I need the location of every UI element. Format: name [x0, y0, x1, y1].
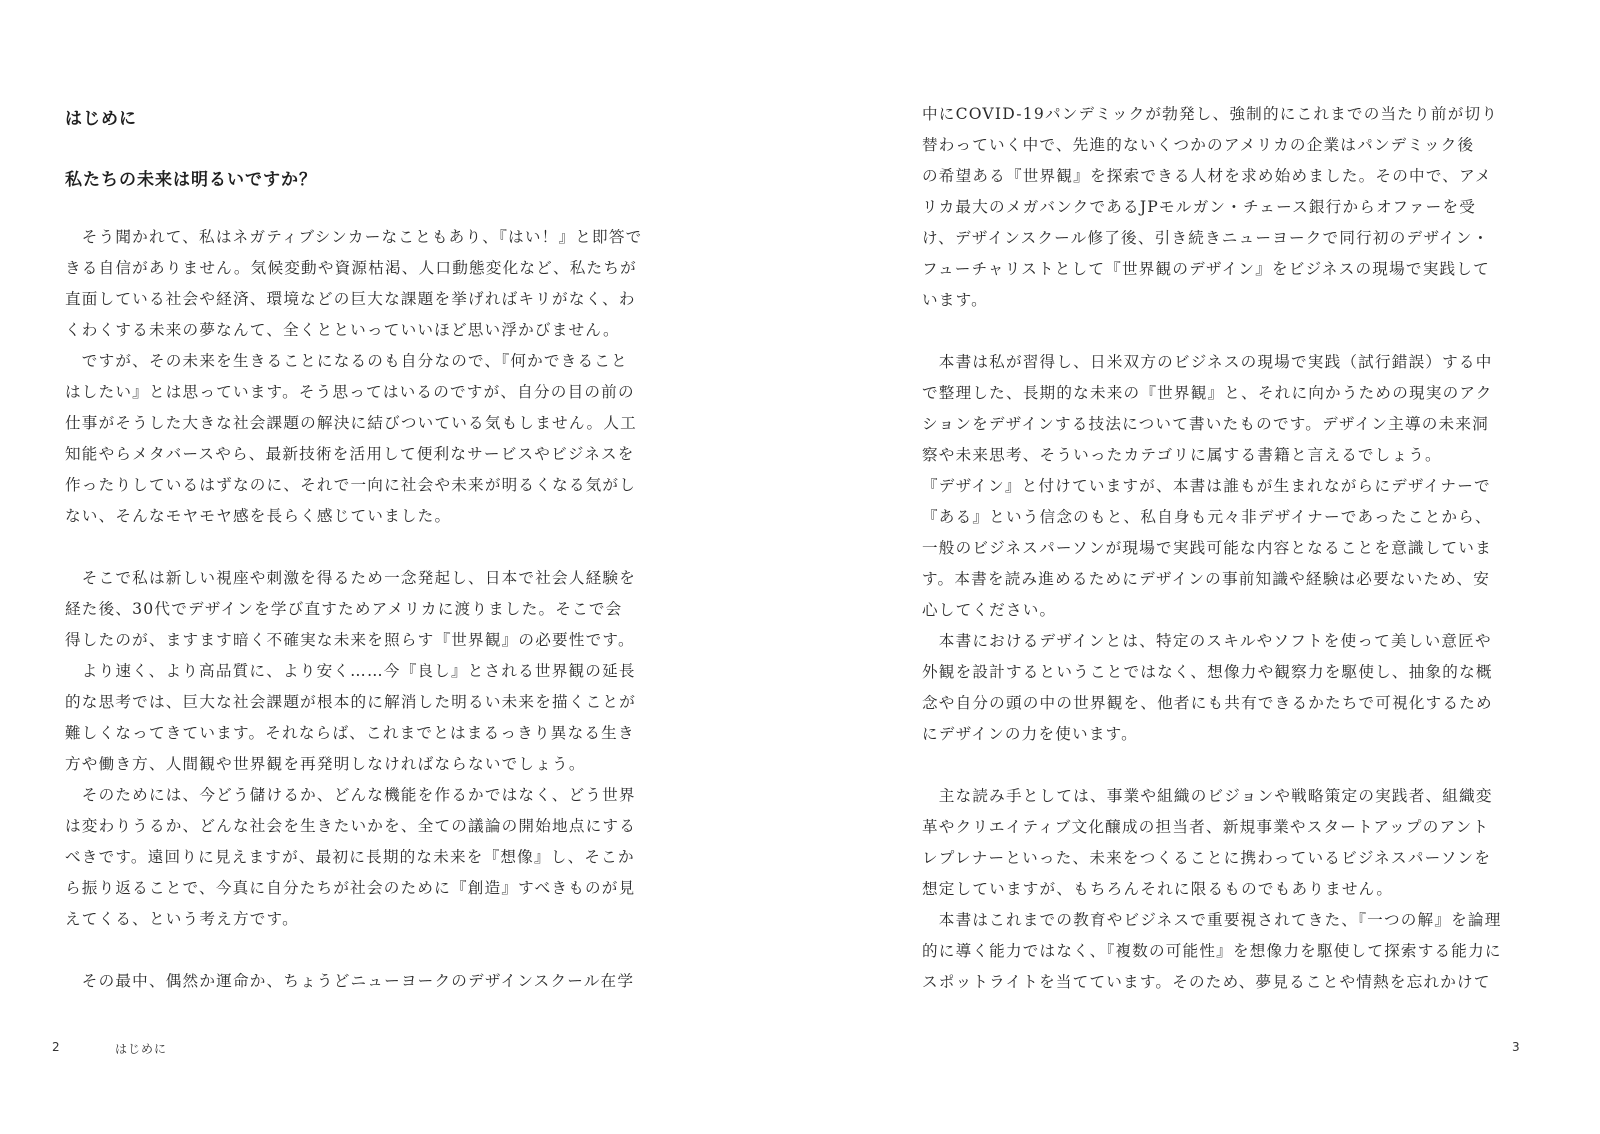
- right-page: [800, 0, 1600, 1134]
- left-text-line: より速く、より高品質に、より安く……今『良し』とされる世界観の延長: [65, 662, 636, 680]
- right-text-line: スポットライトを当てています。そのため、夢見ることや情熱を忘れかけて: [922, 973, 1491, 991]
- left-text-line: 的な思考では、巨大な社会課題が根本的に解消した明るい未来を描くことが: [65, 693, 636, 711]
- right-text-line: 本書はこれまでの教育やビジネスで重要視されてきた、『一つの解』を論理: [922, 911, 1502, 929]
- right-text-line: で整理した、長期的な未来の『世界観』と、それに向かうための現実のアク: [922, 384, 1493, 402]
- left-blank-line: [65, 935, 642, 966]
- left-text-line: 知能やらメタバースやら、最新技術を活用して便利なサービスやビジネスを: [65, 445, 635, 463]
- right-text-line: 心してください。: [922, 601, 1057, 619]
- left-text-line: 直面している社会や経済、環境などの巨大な課題を挙げればキリがなく、わ: [65, 290, 636, 308]
- right-blank-line: [922, 316, 1502, 347]
- left-body-text: [65, 222, 642, 997]
- chapter-heading: はじめに: [65, 109, 137, 129]
- left-text-line: そのためには、今どう儲けるか、どんな機能を作るかではなく、どう世界: [65, 786, 636, 804]
- right-text-line: 本書におけるデザインとは、特定のスキルやソフトを使って美しい意匠や: [922, 632, 1492, 650]
- right-text-line: け、デザインスクール修了後、引き続きニューヨークで同行初のデザイン・: [922, 229, 1490, 247]
- left-text-line: 方や働き方、人間観や世界観を再発明しなければならないでしょう。: [65, 755, 586, 773]
- left-text-line: きる自信がありません。気候変動や資源枯渇、人口動態変化など、私たちが: [65, 259, 637, 277]
- right-text-line: レプレナーといった、未来をつくることに携わっているビジネスパーソンを: [922, 849, 1492, 867]
- left-text-line: 作ったりしているはずなのに、それで一向に社会や未来が明るくなる気がし: [65, 476, 636, 494]
- right-text-line: す。本書を読み進めるためにデザインの事前知識や経験は必要ないため、安: [922, 570, 1491, 588]
- left-text-line: はしたい』とは思っています。そう思ってはいるのですが、自分の目の前の: [65, 383, 635, 401]
- section-heading: 私たちの未来は明るいですか？: [65, 170, 317, 190]
- left-text-line: ら振り返ることで、今真に自分たちが社会のために『創造』すべきものが見: [65, 879, 636, 897]
- left-text-line: べきです。遠回りに見えますが、最初に長期的な未来を『想像』し、そこか: [65, 848, 635, 866]
- right-text-line: 念や自分の頭の中の世界観を、他者にも共有できるかたちで可視化するため: [922, 694, 1493, 712]
- left-blank-line: [65, 532, 642, 563]
- right-blank-line: [922, 750, 1502, 781]
- left-text-line: えてくる、という考え方です。: [65, 910, 299, 928]
- right-text-line: 想定していますが、もちろんそれに限るものでもありません。: [922, 880, 1394, 898]
- page-number-right: 3: [1512, 1040, 1520, 1054]
- right-text-line: 本書は私が習得し、日米双方のビジネスの現場で実践（試行錯誤）する中: [922, 353, 1493, 371]
- right-body-text: [922, 99, 1502, 998]
- left-text-line: は変わりうるか、どんな社会を生きたいかを、全ての議論の開始地点にする: [65, 817, 636, 835]
- right-text-line: 的に導く能力ではなく、『複数の可能性』を想像力を駆使して探索する能力に: [922, 942, 1502, 960]
- right-text-line: 替わっていく中で、先進的ないくつかのアメリカの企業はパンデミック後: [922, 136, 1475, 154]
- right-text-line: 外観を設計するということではなく、想像力や観察力を駆使し、抽象的な概: [922, 663, 1493, 681]
- right-text-line: 革やクリエイティブ文化醸成の担当者、新規事業やスタートアップのアント: [922, 818, 1490, 836]
- left-text-line: 得したのが、ますます暗く不確実な未来を照らす『世界観』の必要性です。: [65, 631, 635, 649]
- right-text-line: フューチャリストとして『世界観のデザイン』をビジネスの現場で実践して: [922, 260, 1490, 278]
- right-text-line: にデザインの力を使います。: [922, 725, 1138, 743]
- right-text-line: ションをデザインする技法について書いたものです。デザイン主導の未来洞: [922, 415, 1489, 433]
- left-text-line: その最中、偶然か運命か、ちょうどニューヨークのデザインスクール在学: [65, 972, 635, 990]
- right-text-line: 中にCOVID-19パンデミックが勃発し、強制的にこれまでの当たり前が切り: [922, 105, 1499, 123]
- right-text-line: 察や未来思考、そういったカテゴリに属する書籍と言えるでしょう。: [922, 446, 1442, 464]
- left-text-line: そう聞かれて、私はネガティブシンカーなこともあり、『はい！』と即答で: [65, 228, 643, 246]
- right-text-line: 一般のビジネスパーソンが現場で実践可能な内容となることを意識していま: [922, 539, 1492, 557]
- right-text-line: の希望ある『世界観』を探索できる人材を求め始めました。その中で、アメ: [922, 167, 1492, 185]
- left-text-line: 経た後、30代でデザインを学び直すためアメリカに渡りました。そこで会: [65, 600, 623, 618]
- right-text-line: 主な読み手としては、事業や組織のビジョンや戦略策定の実践者、組織変: [922, 787, 1493, 805]
- page-number-left: 2: [52, 1040, 60, 1054]
- right-text-line: います。: [922, 291, 988, 309]
- right-text-line: リカ最大のメガバンクであるJPモルガン・チェース銀行からオファーを受: [922, 198, 1477, 216]
- left-text-line: 仕事がそうした大きな社会課題の解決に結びついている気もしません。人工: [65, 414, 637, 432]
- right-text-line: 『デザイン』と付けていますが、本書は誰もが生まれながらにデザイナーで: [922, 477, 1491, 495]
- left-text-line: ですが、その未来を生きることになるのも自分なので、『何かできること: [65, 352, 628, 370]
- right-text-line: 『ある』という信念のもと、私自身も元々非デザイナーであったことから、: [922, 508, 1492, 526]
- left-text-line: くわくする未来の夢なんて、全くとといっていいほど思い浮かびません。: [65, 321, 620, 339]
- left-text-line: 難しくなってきています。それならば、これまでとはまるっきり異なる生き: [65, 724, 635, 742]
- left-text-line: ない、そんなモヤモヤ感を長らく感じていました。: [65, 507, 452, 525]
- left-text-line: そこで私は新しい視座や刺激を得るため一念発起し、日本で社会人経験を: [65, 569, 636, 587]
- running-head: はじめに: [115, 1042, 168, 1056]
